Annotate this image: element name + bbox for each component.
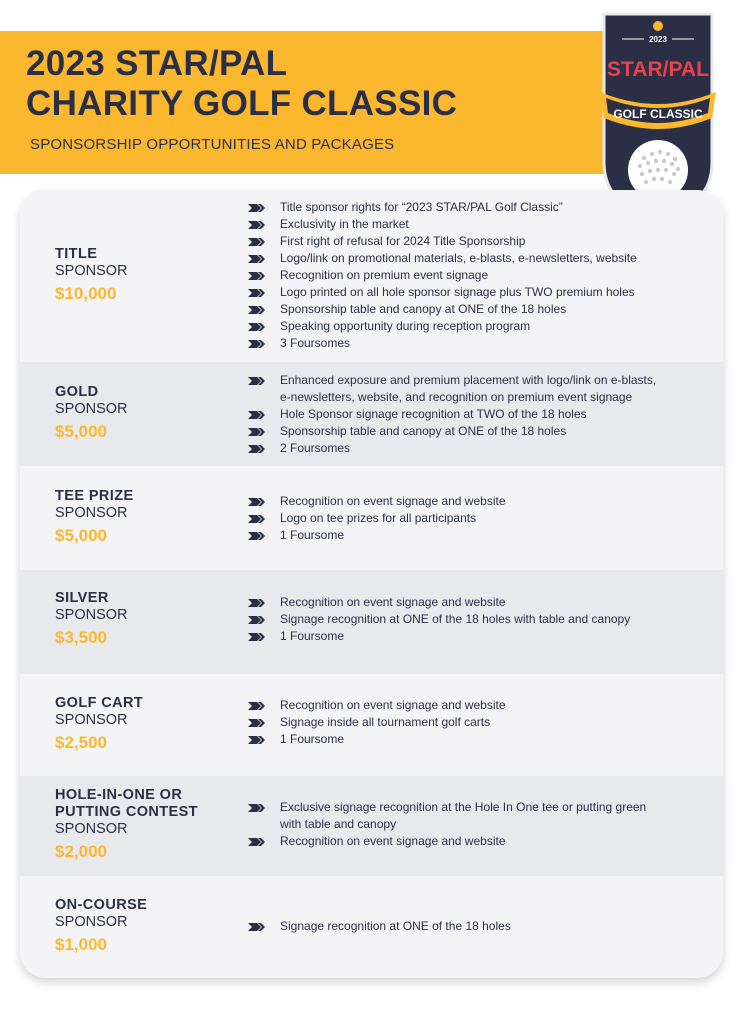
tier-sub: SPONSOR <box>55 712 128 728</box>
tier-sub: SPONSOR <box>55 607 128 623</box>
chevron-arrow-icon <box>248 633 265 641</box>
benefit-text: Speaking opportunity during reception program <box>280 319 531 333</box>
chevron-arrow-icon <box>248 289 265 297</box>
tier-name: TEE PRIZE <box>55 488 134 504</box>
tier-price: $1,000 <box>55 935 107 954</box>
tier-name: ON-COURSE <box>55 897 148 913</box>
tier-label <box>55 897 147 956</box>
benefit-item <box>248 833 668 850</box>
benefit-text: 3 Foursomes <box>280 336 351 350</box>
tier-price: $2,000 <box>55 842 107 861</box>
benefit-item <box>248 628 688 645</box>
benefit-item <box>248 731 688 748</box>
chevron-arrow-icon <box>248 204 265 212</box>
tier-price: $10,000 <box>55 284 117 303</box>
benefit-item <box>248 697 688 714</box>
tier-tee-prize <box>20 466 723 570</box>
benefit-item <box>248 611 688 628</box>
tier-price: $2,500 <box>55 733 107 752</box>
tier-name: GOLF CART <box>55 695 144 711</box>
chevron-arrow-icon <box>248 616 265 624</box>
logo-ribbon: GOLF CLASSIC <box>613 107 703 121</box>
tier-silver <box>20 570 723 674</box>
tier-hole-in-one <box>20 776 723 876</box>
title-line-2: CHARITY GOLF CLASSIC <box>26 84 458 123</box>
benefit-item <box>248 714 688 731</box>
benefit-item <box>248 233 688 250</box>
tier-sub: SPONSOR <box>55 401 128 417</box>
benefit-text: Sponsorship table and canopy at ONE of the 18 holes <box>280 302 567 316</box>
tier-name: GOLD <box>55 384 99 400</box>
tier-name: SILVER <box>55 590 109 606</box>
benefit-text: Exclusivity in the market <box>280 217 409 231</box>
benefit-item <box>248 440 668 457</box>
tier-label <box>55 787 230 863</box>
benefit-text: Exclusive signage recognition at the Hole In One tee or putting green with table and canopy <box>280 800 647 831</box>
benefit-item <box>248 318 688 335</box>
tier-label <box>55 488 134 547</box>
benefit-item <box>248 406 668 423</box>
benefit-item <box>248 918 688 935</box>
benefit-text: 1 Foursome <box>280 732 345 746</box>
benefit-list <box>248 493 688 544</box>
tier-name: TITLE <box>55 246 98 262</box>
tier-label <box>55 246 128 305</box>
benefit-text: Signage recognition at ONE of the 18 holes <box>280 919 511 933</box>
benefit-item <box>248 493 688 510</box>
chevron-arrow-icon <box>248 702 265 710</box>
benefit-item <box>248 372 668 406</box>
chevron-arrow-icon <box>248 323 265 331</box>
chevron-arrow-icon <box>248 272 265 280</box>
page-subtitle: SPONSORSHIP OPPORTUNITIES AND PACKAGES <box>30 136 395 153</box>
chevron-arrow-icon <box>248 599 265 607</box>
benefit-text: Hole Sponsor signage recognition at TWO of the 18 holes <box>280 407 587 421</box>
benefit-text: Recognition on event signage and website <box>280 834 506 848</box>
benefit-item <box>248 335 688 352</box>
benefit-text: Enhanced exposure and premium placement with logo/link on e-blasts, e-newsletters, website, and recognition on premium event signage <box>280 373 657 404</box>
benefit-item <box>248 423 668 440</box>
chevron-arrow-icon <box>248 340 265 348</box>
chevron-arrow-icon <box>248 445 265 453</box>
benefit-text: Recognition on premium event signage <box>280 268 489 282</box>
chevron-arrow-icon <box>248 306 265 314</box>
logo-brand: STAR/PAL <box>607 58 709 81</box>
chevron-arrow-icon <box>248 411 265 419</box>
tier-on-course <box>20 876 723 978</box>
benefit-item <box>248 594 688 611</box>
crest-icon <box>653 21 663 31</box>
benefit-item <box>248 284 688 301</box>
benefit-text: 1 Foursome <box>280 528 345 542</box>
benefit-list <box>248 799 668 850</box>
tier-label <box>55 695 143 754</box>
tier-sub: SPONSOR <box>55 914 128 930</box>
chevron-arrow-icon <box>248 428 265 436</box>
benefit-item <box>248 267 688 284</box>
tier-title <box>20 190 723 362</box>
benefit-item <box>248 510 688 527</box>
chevron-arrow-icon <box>248 804 265 812</box>
chevron-arrow-icon <box>248 238 265 246</box>
benefit-list <box>248 697 688 748</box>
chevron-arrow-icon <box>248 515 265 523</box>
benefit-item <box>248 250 688 267</box>
benefit-text: Logo/link on promotional materials, e-blasts, e-newsletters, website <box>280 251 637 265</box>
tier-gold <box>20 362 723 466</box>
tier-sub: SPONSOR <box>55 263 128 279</box>
tier-name: HOLE-IN-ONE OR PUTTING CONTEST <box>55 787 198 820</box>
page-title <box>26 44 457 124</box>
benefit-item <box>248 527 688 544</box>
benefit-text: 1 Foursome <box>280 629 345 643</box>
benefit-text: Signage recognition at ONE of the 18 holes with table and canopy <box>280 612 631 626</box>
chevron-arrow-icon <box>248 719 265 727</box>
benefit-text: Signage inside all tournament golf carts <box>280 715 491 729</box>
benefit-text: Recognition on event signage and website <box>280 494 506 508</box>
benefit-text: Logo on tee prizes for all participants <box>280 511 477 525</box>
tier-label <box>55 590 128 649</box>
title-line-1: 2023 STAR/PAL <box>26 44 288 83</box>
benefit-item <box>248 301 688 318</box>
tier-sub: SPONSOR <box>55 821 128 837</box>
tier-price: $3,500 <box>55 628 107 647</box>
benefit-text: Logo printed on all hole sponsor signage plus TWO premium holes <box>280 285 635 299</box>
benefit-list <box>248 918 688 935</box>
sponsorship-panel <box>20 190 723 978</box>
chevron-arrow-icon <box>248 532 265 540</box>
benefit-item <box>248 199 688 216</box>
tier-label <box>55 384 128 443</box>
benefit-item <box>248 216 688 233</box>
benefit-text: Recognition on event signage and website <box>280 698 506 712</box>
benefit-text: Title sponsor rights for “2023 STAR/PAL Golf Classic” <box>280 200 563 214</box>
golf-classic-logo <box>598 12 718 216</box>
tier-price: $5,000 <box>55 526 107 545</box>
logo-year: 2023 <box>649 35 667 44</box>
benefit-text: 2 Foursomes <box>280 441 351 455</box>
chevron-arrow-icon <box>248 736 265 744</box>
benefit-text: Recognition on event signage and website <box>280 595 506 609</box>
benefit-text: Sponsorship table and canopy at ONE of the 18 holes <box>280 424 567 438</box>
benefit-list <box>248 594 688 645</box>
benefit-list <box>248 372 668 457</box>
benefit-list <box>248 199 688 352</box>
chevron-arrow-icon <box>248 255 265 263</box>
chevron-arrow-icon <box>248 838 265 846</box>
tier-sub: SPONSOR <box>55 505 128 521</box>
benefit-text: First right of refusal for 2024 Title Sponsorship <box>280 234 526 248</box>
benefit-item <box>248 799 668 833</box>
tier-price: $5,000 <box>55 422 107 441</box>
chevron-arrow-icon <box>248 498 265 506</box>
chevron-arrow-icon <box>248 377 265 385</box>
chevron-arrow-icon <box>248 923 265 931</box>
chevron-arrow-icon <box>248 221 265 229</box>
tier-golf-cart <box>20 674 723 776</box>
